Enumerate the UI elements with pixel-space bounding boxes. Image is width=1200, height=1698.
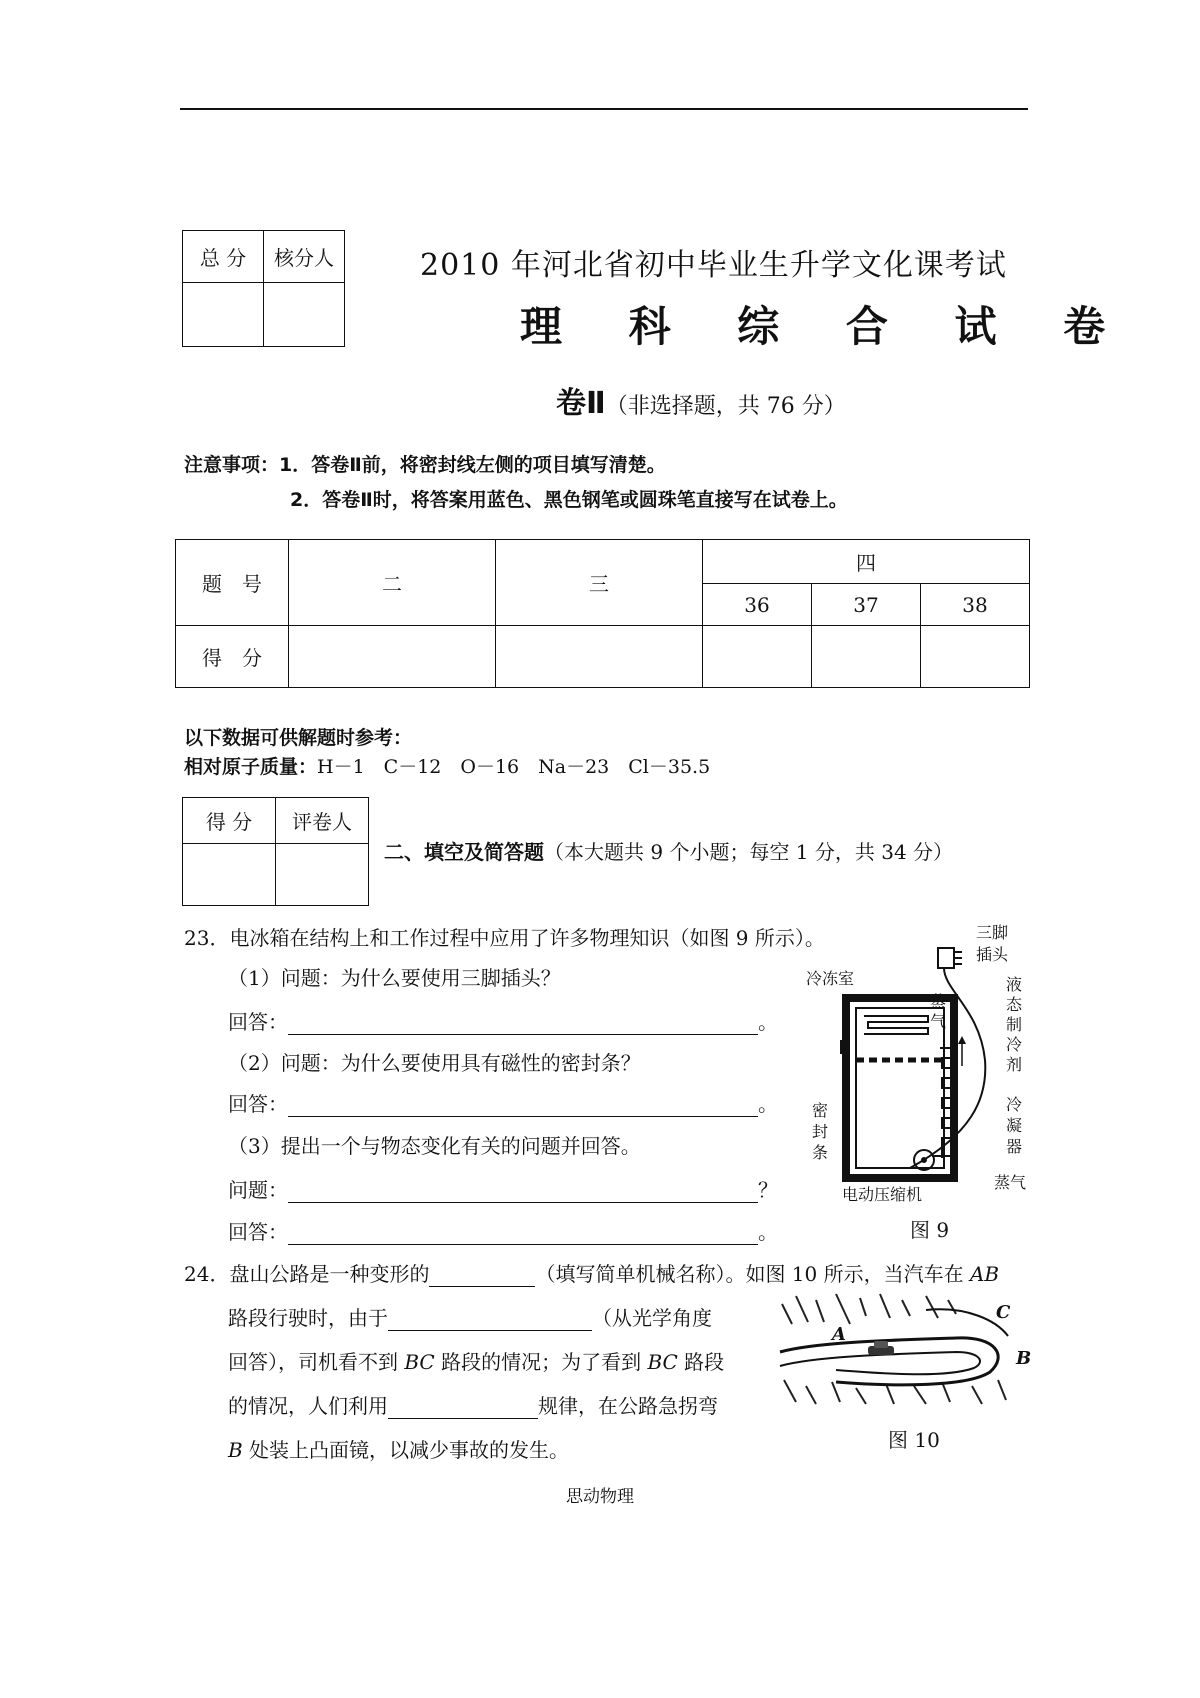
checker-label: 核分人 bbox=[264, 231, 345, 283]
grader-score-label: 得 分 bbox=[183, 798, 276, 844]
section-label: 二、填空及简答题 bbox=[384, 840, 544, 864]
q23-blank-2[interactable] bbox=[288, 1094, 758, 1117]
col-2: 二 bbox=[289, 540, 496, 626]
q24-line-4: 的情况，人们利用 规律，在公路急拐弯 bbox=[228, 1394, 718, 1418]
total-score-box bbox=[182, 230, 345, 347]
q23-answer-1: 回答： 。 bbox=[228, 1010, 778, 1034]
label-plug: 三脚 插头 bbox=[976, 923, 1009, 964]
score-cell-3[interactable] bbox=[496, 626, 703, 688]
grader-box bbox=[182, 797, 369, 906]
col-3: 三 bbox=[496, 540, 703, 626]
q24-line-5: B 处装上凸面镜，以减少事故的发生。 bbox=[228, 1438, 570, 1462]
section-note: （本大题共 9 个小题；每空 1 分，共 34 分） bbox=[544, 840, 954, 864]
score-cell-37[interactable] bbox=[812, 626, 921, 688]
figure-9-caption: 图 9 bbox=[910, 1218, 950, 1242]
atomic-mass-values: H－1 C－12 O－16 Na－23 Cl－35.5 bbox=[317, 756, 711, 778]
exam-title: 2010 年河北省初中毕业生升学文化课考试 bbox=[420, 248, 1007, 283]
grader-cell[interactable] bbox=[276, 844, 369, 906]
label-compressor: 电动压缩机 bbox=[842, 1185, 923, 1204]
q24-blank-law[interactable] bbox=[388, 1396, 538, 1419]
q23-answer-2: 回答： 。 bbox=[228, 1092, 778, 1116]
q23-part-2: （2）问题：为什么要使用具有磁性的密封条？ bbox=[228, 1051, 641, 1075]
row-label: 题 号 bbox=[176, 540, 289, 626]
point-B: B bbox=[1016, 1348, 1032, 1369]
col-36: 36 bbox=[703, 584, 812, 626]
label-seal: 密 封 条 bbox=[812, 1101, 829, 1162]
reference-line-1: 以下数据可供解题时参考： bbox=[184, 727, 413, 749]
point-A: A bbox=[832, 1324, 846, 1345]
col-37: 37 bbox=[812, 584, 921, 626]
q23-blank-3q[interactable] bbox=[288, 1180, 758, 1203]
figure-10-caption: 图 10 bbox=[888, 1428, 940, 1452]
col-4: 四 bbox=[703, 540, 1030, 584]
notice-line-1 bbox=[184, 450, 666, 477]
notice-item-2: 2．答卷Ⅱ时，将答案用蓝色、黑色钢笔或圆珠笔直接写在试卷上。 bbox=[290, 489, 848, 511]
atomic-mass-label: 相对原子质量： bbox=[184, 756, 318, 778]
grader-label: 评卷人 bbox=[276, 798, 369, 844]
q23-part-1: （1）问题：为什么要使用三脚插头？ bbox=[228, 966, 561, 990]
q23-stem: 23．电冰箱在结构上和工作过程中应用了许多物理知识（如图 9 所示）。 bbox=[184, 926, 825, 950]
q23-blank-1[interactable] bbox=[288, 1012, 758, 1035]
score-cell-38[interactable] bbox=[921, 626, 1030, 688]
q24-line-3: 回答），司机看不到 BC 路段的情况；为了看到 BC 路段 bbox=[228, 1350, 725, 1374]
part-label: 卷Ⅱ bbox=[556, 386, 606, 421]
freezer-coil bbox=[864, 1016, 928, 1034]
figure-10-mountain-road bbox=[776, 1290, 1012, 1408]
total-score-cell[interactable] bbox=[183, 283, 264, 347]
score-cell-2[interactable] bbox=[289, 626, 496, 688]
label-liquid: 液 态 制 冷 剂 bbox=[1006, 975, 1023, 1074]
label-condenser: 冷 凝 器 bbox=[1006, 1095, 1023, 1156]
q23-part-3: （3）提出一个与物态变化有关的问题并回答。 bbox=[228, 1134, 641, 1158]
label-freezer: 冷冻室 bbox=[806, 969, 855, 988]
label-vapor-top: 蒸 气 bbox=[930, 992, 947, 1031]
reference-line-2 bbox=[184, 752, 710, 779]
q24-blank-optics[interactable] bbox=[388, 1308, 592, 1331]
section-heading bbox=[384, 836, 953, 865]
grader-score-cell[interactable] bbox=[183, 844, 276, 906]
q23-answer-3: 回答： 。 bbox=[228, 1220, 778, 1244]
notice-item-1: 1．答卷Ⅱ前，将密封线左侧的项目填写清楚。 bbox=[279, 454, 666, 476]
total-score-label: 总 分 bbox=[183, 231, 264, 283]
score-label: 得 分 bbox=[176, 626, 289, 688]
q24-line-2: 路段行驶时，由于 （从光学角度 bbox=[228, 1306, 712, 1330]
plug-icon bbox=[938, 948, 954, 968]
q24-blank-machine[interactable] bbox=[429, 1264, 535, 1287]
notice-label: 注意事项： bbox=[184, 454, 280, 476]
paper-part bbox=[556, 378, 846, 422]
part-note: （非选择题，共 76 分） bbox=[605, 394, 846, 419]
score-table bbox=[175, 539, 1030, 688]
q23-question-3: 问题： ？ bbox=[228, 1178, 778, 1202]
paper-title: 理 科 综 合 试 卷 bbox=[520, 302, 1132, 351]
footer: 思动物理 bbox=[566, 1487, 634, 1507]
q23-blank-3a[interactable] bbox=[288, 1222, 758, 1245]
label-vapor-bottom: 蒸气 bbox=[994, 1173, 1027, 1192]
top-rule bbox=[180, 108, 1028, 110]
checker-cell[interactable] bbox=[264, 283, 345, 347]
q24-line-1: 24．盘山公路是一种变形的 （填写简单机械名称）。如图 10 所示，当汽车在 AB bbox=[184, 1262, 1000, 1286]
col-38: 38 bbox=[921, 584, 1030, 626]
point-C: C bbox=[996, 1302, 1011, 1323]
score-cell-36[interactable] bbox=[703, 626, 812, 688]
